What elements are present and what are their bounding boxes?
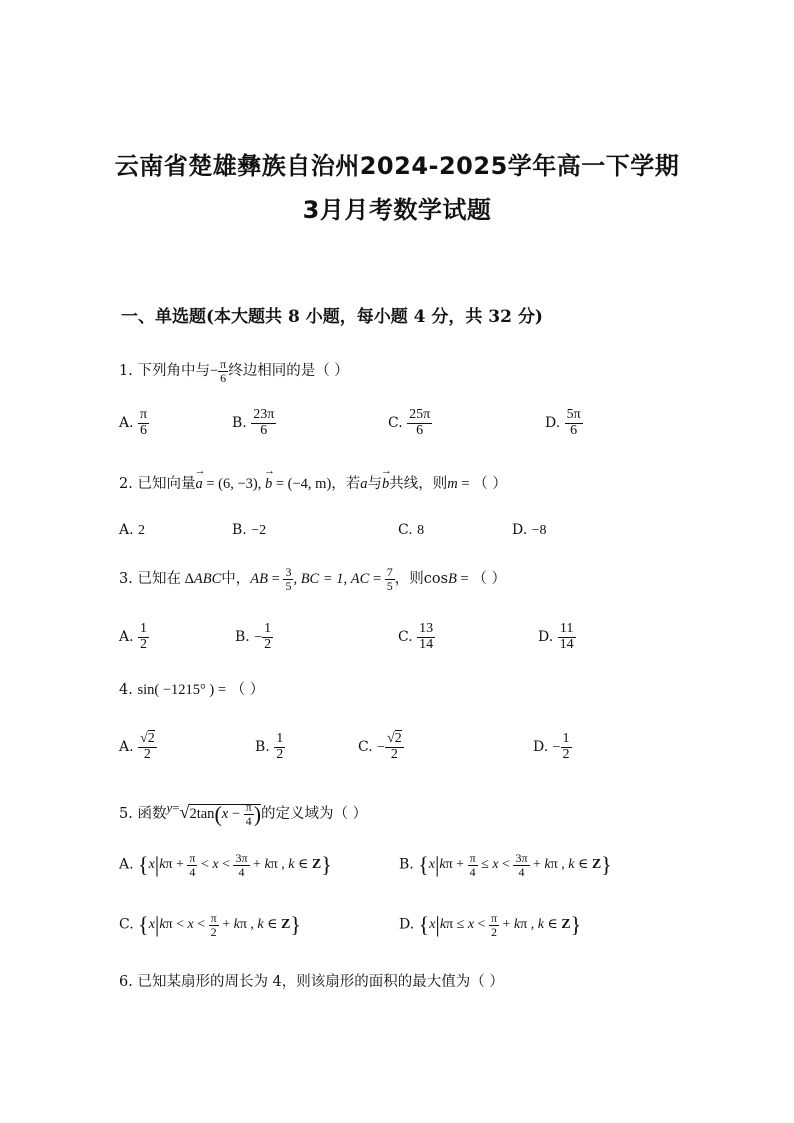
frac-num: √2 bbox=[387, 731, 402, 746]
option-label: B. bbox=[255, 739, 270, 756]
frac-den: 2 bbox=[143, 746, 151, 762]
option-fraction bbox=[558, 622, 576, 652]
q1-option-d[interactable] bbox=[545, 408, 583, 438]
question-4-prefix: 4. bbox=[119, 682, 133, 698]
option-fraction bbox=[417, 622, 435, 652]
question-3-prefix: 3. 已知在 bbox=[119, 571, 181, 588]
option-value: 2 bbox=[138, 523, 146, 538]
q1-option-b[interactable] bbox=[232, 408, 276, 438]
set-expression: {x|kπ < x < $\frac{\pi}{2}$ + kπ , k ∈ Z} bbox=[138, 911, 301, 939]
frac-num: 25π bbox=[409, 407, 431, 422]
frac-num: 5π bbox=[566, 407, 581, 422]
q1-option-c[interactable] bbox=[388, 408, 432, 438]
sqrt-expression: 2tan(x − $\frac{\pi}{4}$ ) bbox=[189, 800, 262, 828]
question-2-blank: （ ） bbox=[473, 476, 507, 492]
q3-option-a[interactable] bbox=[119, 622, 149, 652]
option-sign: − bbox=[377, 740, 386, 756]
frac-den: 2 bbox=[276, 746, 284, 762]
question-6: 6. 已知某扇形的周长为 4，则该扇形的面积的最大值为（ ） bbox=[119, 974, 504, 990]
set-expression: {x|kπ + $\frac{\pi}{4}$ ≤ x < $\frac{3\pi}{4}$ + kπ , k ∈ Z} bbox=[418, 851, 612, 879]
question-3: 3. 已知在 ΔABC中，AB = $\frac{3}{5}$ , BC = 1, AC = $\frac{7}{5}$ ，则cosB = （ ） bbox=[119, 565, 506, 593]
frac-den: 6 bbox=[140, 422, 148, 438]
question-1-suffix: 终边相同的是（ ） bbox=[228, 363, 349, 380]
set-expression: {x|kπ ≤ x < $\frac{\pi}{2}$ + kπ , k ∈ Z} bbox=[418, 911, 582, 939]
frac-num: 1 bbox=[140, 621, 148, 636]
q5-option-a[interactable] bbox=[119, 852, 332, 878]
q2-option-d[interactable] bbox=[512, 522, 547, 539]
question-2-prefix: 2. 已知向量 bbox=[119, 476, 196, 492]
option-label: D. bbox=[538, 629, 554, 646]
option-label: A. bbox=[119, 629, 134, 646]
frac-num: 1 bbox=[562, 731, 570, 746]
title-line-1: 云南省楚雄彝族自治州2024-2025学年高一下学期 bbox=[114, 152, 680, 180]
option-fraction bbox=[385, 732, 404, 762]
question-2-end: 共线，则 bbox=[389, 476, 448, 492]
frac-den: 2 bbox=[140, 636, 148, 652]
frac-num: 23π bbox=[253, 407, 275, 422]
question-1 bbox=[119, 358, 349, 384]
question-2: 2. 已知向量→ a = (6, −3), → b = (−4, m)，若a与→ b共线，则m = （ ） bbox=[119, 472, 507, 493]
option-fraction bbox=[138, 408, 149, 438]
frac-num: 1 bbox=[264, 621, 272, 636]
triangle-name: ABC bbox=[193, 571, 222, 588]
question-3-end: ，则cos bbox=[394, 571, 449, 588]
vector-a: → a bbox=[195, 476, 202, 493]
ab-fraction bbox=[283, 566, 293, 592]
option-fraction bbox=[251, 408, 276, 438]
option-fraction bbox=[138, 732, 157, 762]
option-value: −2 bbox=[251, 523, 267, 538]
title-line-2: 3月月考数学试题 bbox=[302, 196, 492, 224]
option-fraction bbox=[138, 622, 149, 652]
frac-den: 2 bbox=[264, 636, 272, 652]
question-1-prefix: 1. 下列角中与 bbox=[119, 363, 210, 380]
question-2-with: 与 bbox=[367, 476, 383, 492]
q1-option-a[interactable] bbox=[119, 408, 149, 438]
option-sign: − bbox=[254, 630, 263, 646]
option-label: C. bbox=[398, 522, 413, 538]
frac-num: 3 bbox=[285, 565, 292, 579]
option-label: C. bbox=[358, 739, 373, 756]
frac-num: 1 bbox=[276, 731, 284, 746]
question-2-mid: ，若 bbox=[331, 476, 361, 492]
q1-angle-den: 6 bbox=[220, 370, 227, 385]
option-label: B. bbox=[232, 415, 247, 432]
q1-angle-fraction bbox=[218, 358, 228, 384]
question-3-mid: 中， bbox=[221, 571, 251, 588]
vector-a-value: (6, −3) bbox=[218, 476, 258, 492]
bc-value: BC = 1, bbox=[300, 571, 348, 588]
vector-a-ref: a bbox=[360, 476, 368, 492]
frac-den: 6 bbox=[416, 422, 424, 438]
vector-b: → b bbox=[265, 476, 272, 493]
option-fraction bbox=[262, 622, 273, 652]
sqrt-radicand: 2 bbox=[394, 731, 402, 746]
option-label: B. bbox=[235, 629, 250, 646]
option-label: C. bbox=[398, 629, 413, 646]
var-m: m bbox=[447, 476, 458, 492]
frac-num: π bbox=[140, 407, 148, 422]
section-heading: 一、单选题(本大题共 8 小题，每小题 4 分，共 32 分) bbox=[121, 307, 543, 327]
question-4 bbox=[119, 678, 264, 699]
q5-option-c[interactable] bbox=[119, 912, 301, 938]
option-label: C. bbox=[119, 916, 134, 933]
option-fraction bbox=[274, 732, 285, 762]
vector-b-value: (−4, m) bbox=[287, 476, 332, 492]
q4-option-b[interactable] bbox=[255, 732, 285, 762]
q4-option-c[interactable] bbox=[358, 732, 404, 762]
q2-option-c[interactable] bbox=[398, 522, 424, 539]
frac-den: 14 bbox=[559, 636, 574, 652]
option-label: A. bbox=[119, 739, 134, 756]
option-label: A. bbox=[119, 522, 134, 538]
option-fraction bbox=[565, 408, 583, 438]
option-value: −8 bbox=[531, 523, 547, 538]
ac-fraction bbox=[385, 566, 395, 592]
frac-den: 5 bbox=[386, 578, 393, 593]
q4-option-d[interactable] bbox=[533, 732, 572, 762]
frac-den: 2 bbox=[390, 746, 398, 762]
frac-den: 6 bbox=[260, 422, 268, 438]
function-y: y bbox=[166, 800, 173, 815]
option-value: 8 bbox=[417, 523, 425, 538]
frac-num: 13 bbox=[419, 621, 434, 636]
question-3-blank: （ ） bbox=[472, 571, 506, 588]
option-label: A. bbox=[119, 856, 134, 873]
q5-option-d[interactable] bbox=[399, 912, 581, 938]
q2-option-a[interactable] bbox=[119, 522, 145, 539]
frac-den: 14 bbox=[419, 636, 434, 652]
q1-angle-num: π bbox=[220, 357, 227, 371]
option-label: B. bbox=[399, 856, 414, 873]
q4-option-a[interactable] bbox=[119, 732, 157, 762]
option-label: D. bbox=[533, 739, 549, 756]
frac-num: 7 bbox=[386, 565, 393, 579]
q3-option-d[interactable] bbox=[538, 622, 576, 652]
q5-option-b[interactable] bbox=[399, 852, 612, 878]
frac-num: √2 bbox=[140, 731, 155, 746]
option-sign: − bbox=[552, 740, 561, 756]
q3-option-c[interactable] bbox=[398, 622, 435, 652]
question-4-expression: sin( −1215° ) = bbox=[137, 682, 227, 698]
q2-option-b[interactable] bbox=[232, 522, 266, 539]
q1-angle-sign: − bbox=[209, 363, 219, 380]
frac-den: 6 bbox=[570, 422, 578, 438]
question-4-blank: （ ） bbox=[230, 682, 265, 698]
frac-den: 2 bbox=[562, 746, 570, 762]
vector-b-ref: → b bbox=[382, 476, 389, 493]
option-fraction bbox=[407, 408, 432, 438]
question-5-prefix: 5. 函数 bbox=[119, 805, 167, 822]
frac-num: 11 bbox=[558, 622, 576, 638]
option-label: B. bbox=[232, 522, 247, 538]
option-label: D. bbox=[545, 415, 561, 432]
option-label: D. bbox=[399, 916, 415, 933]
option-label: D. bbox=[512, 522, 528, 538]
set-expression: {x|kπ + $\frac{\pi}{4}$ < x < $\frac{3\pi}{4}$ + kπ , k ∈ Z} bbox=[138, 851, 332, 879]
q3-option-b[interactable] bbox=[235, 622, 273, 652]
option-label: C. bbox=[388, 415, 403, 432]
question-5-suffix: 的定义域为（ ） bbox=[261, 805, 368, 822]
option-fraction bbox=[561, 732, 572, 762]
sqrt-radicand: 2 bbox=[147, 731, 155, 746]
option-label: A. bbox=[119, 415, 134, 432]
frac-den: 5 bbox=[285, 578, 292, 593]
question-5: 5. 函数y=√2tan(x − $\frac{\pi}{4}$ )的定义域为（ ） bbox=[119, 800, 368, 828]
